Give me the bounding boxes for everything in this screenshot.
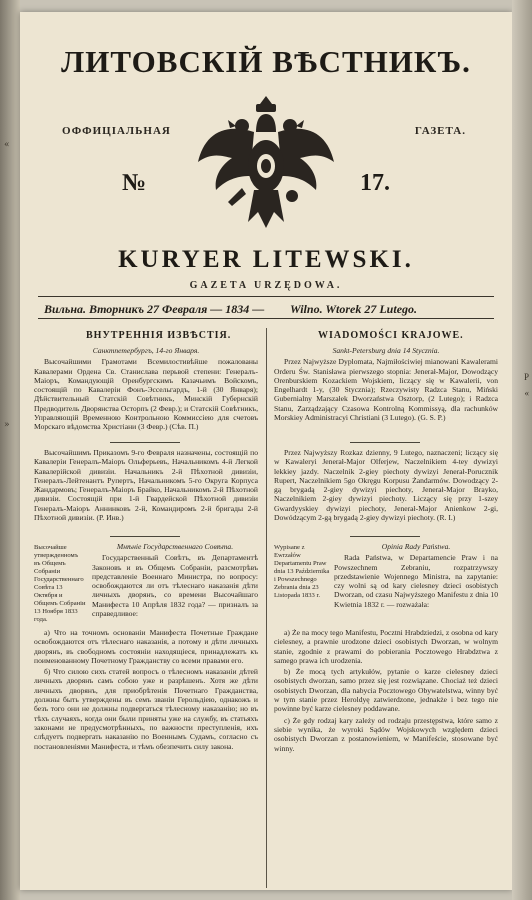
double-headed-eagle-emblem	[192, 92, 340, 234]
right-column-block-3	[334, 542, 498, 611]
left-column-heading: ВНУТРЕННІЯ ИЗВѢСТІЯ.	[86, 330, 232, 341]
top-rule	[38, 296, 494, 297]
gazette-label: ГАЗЕТА.	[414, 125, 466, 137]
left-paragraph: Высочайшими Грамотами Всемилостивѣйше пожалованы Кавалерами Ордена Св. Станислава перьвой степени: Генералъ-Маіоръ, Командующій Оренбургскимъ Казачьимъ Войскомъ, состоящій по Кавалеріи Фонъ-Эссельгардъ, 1-й (30 Января); Дѣйствительный Статскій Совѣтникъ, Минскій Губернскій Предводитель Дворянства Осторпъ (2 Февр.); и Статскій Совѣтникъ, Управляющій Временною Контрольною Коммиссіею для счетовъ Морскаго вѣдомства Христіани (3 Февр.) (Сѣв. П.)	[34, 357, 258, 432]
dateline-rule	[38, 318, 494, 319]
spine-fragment: »	[4, 420, 10, 430]
right-paragraph: c) Że gdy rodzaj kary zależy od rodzaju przestępstwa, które samo z siebie wynika, że wyroki Sądów Wojskowych względem dzieci osobistych Dworzan z postanowieniem, w Manifeście, stosowane być winny.	[274, 715, 498, 753]
right-paragraph: Przez Najwyższe Dyplomata, Najmiłościwiej mianowani Kawalerami Orderu Św. Stanisława pierwszego stopnia: Jenerał-Major, Dowodzący Orenburskiem Kozackiem Wojskiem, liczący się w Kawalerii, von Engelhardt 1-y, (30 Stycznia); Rzeczywisty Radzca Stanu, Miński Gubernialny Marszałek Dworzaństwa Osztorp, (2 Lutego); i Radzca Stanu, Zarządzający Czasowa Kontrolną Kommissyą, dla rachunków Morskiey Administracyi Christiani (3 Lutego). (G. S. P.)	[274, 357, 498, 423]
left-paragraph: а) Что на точномъ основаніи Манифеста Почетные Граждане освобождаются отъ тѣлеснаго наказанія, а потому и дѣти личныхъ дворянъ, въ свободномъ состояніи находящіеся, принадлежатъ къ поименованному Почетному Гражданству со всеми правами его.	[34, 628, 258, 665]
left-column-block-4	[34, 628, 258, 753]
spine-fragment: «	[4, 140, 10, 150]
book-spine	[0, 0, 20, 900]
masthead-russian: ЛИТОВСКІЙ ВѢСТНИКЪ.	[61, 44, 471, 79]
left-column-block-2	[34, 448, 258, 524]
left-margin-note: Высочайше утвержденномъ въ Общемъ Собраніи Государственнаго Совѣта 13 Октября и Общемъ Собраніи 13 Ноября 1833 года.	[34, 544, 86, 623]
section-separator	[110, 442, 180, 443]
right-column-block-2	[274, 448, 498, 524]
section-separator	[110, 536, 180, 537]
edge-fragment: P	[523, 372, 529, 382]
left-subheading: Мнѣніе Государственнаго Совѣта.	[116, 542, 234, 551]
dateline-polish: Wilno. Wtorek 27 Lutego.	[290, 302, 418, 316]
dateline-russian: Вильна. Вторникъ 27 Февраля — 1834 —	[44, 302, 265, 316]
right-paragraph: a) Że na mocy tego Manifestu, Pocztni Hrabdziedzi, z osobna od kary cielesney, a prawnie urodzone dzieci osobistych Dworzan, w wolnym stanie, zgodnie z prawami do pobierania Pocztowego Hrabdztwa z samego prawa ich urodzenia.	[274, 628, 498, 665]
right-paragraph: b) Że mocą tych artykułów, pytanie o karze cielesney dzieci osobistych dworzan, samo przez się jest rozwiązane. Chociaż też dzieci osobistych Dworzan, dla nabycia Pocztowego Obywatelstwa, winny być w tym stanie przez Heroldyę zatwierdzone, jednakże i bez tego nie powinne być karze cielesney poddawane.	[274, 667, 498, 714]
right-paragraph: Przez Najwyższy Rozkaz dzienny, 9 Lutego, naznaczeni; liczący się w Kawaleryi Jenerał-Major Olferjew, Naczelnikiem 4-tey dywizyi lekkiey jazdy. Naczelnik 2-giey piechoty dywizyi Jenerał-Porucznik Rupert, Naczelnikiem 5go Okręgu Korpusu Żandarmów. Dowodzący 2-gą brygadą 2-giey dywizyi piechoty, Jenerał-Major Brayko, Naczelnikiem 2-giey dywizyi piechoty. Liczący się przy 1-szey Gwardyyskiey dywizyi piechoty, Jenerał-Major Anienkow 2-gi, Dowódzącym 2-gą brygadą 2-giey dywizyi piechoty. (R. I.)	[274, 448, 498, 523]
issue-number: 17.	[360, 170, 390, 196]
right-margin-note: Wypisane z Ewrzałów Departamentu Praw dnia 13 Października i Powszechnego Zebrania dnia 23 Listopada 1833 r.	[274, 544, 330, 599]
right-dateline: Sankt-Petersburg dnia 14 Stycznia.	[332, 346, 440, 355]
right-subheading: Opinia Rady Państwa.	[381, 542, 451, 551]
left-column-block-1	[34, 346, 258, 434]
masthead-polish: KURYER LITEWSKI.	[118, 246, 414, 273]
edge-fragment: «	[524, 388, 529, 398]
right-paragraph: Rada Państwa, w Departamencie Praw i na Powszechnem Zebraniu, rozpatrzywszy przedstawienie Wojennego Ministra, na zapytanie: czy wolni są od kary cielesney dzieci osobistych Dworzan, od czasu Najwyższego Manifestu z dnia 10 Kwietnia 1832 r. — rozważała:	[334, 553, 498, 609]
issue-number-label: №	[122, 170, 147, 196]
right-column-heading: WIADOMOŚCI KRAJOWE.	[318, 330, 464, 341]
subtitle-polish: GAZETA URZĘDOWA.	[189, 280, 343, 291]
left-paragraph: Государственный Совѣтъ, въ Департаментѣ Законовъ и въ Общемъ Собраніи, разсмотрѣвъ представленіе Военнаго Министра, по вопросу: освобождаются ли отъ тѣлеснаго наказанія дѣти личныхъ дворянъ, со времени Высочайшаго Манифеста 10 Апрѣля 1832 года? — призналъ за справедливое:	[92, 553, 258, 619]
right-column-block-4	[274, 628, 498, 755]
column-divider	[266, 328, 267, 888]
section-separator	[350, 442, 420, 443]
left-paragraph: Высочайшимъ Приказомъ 9-го Февраля назначены, состоящій по Кавалеріи Генералъ-Маіоръ Ольферьевъ, Начальникомъ 4-й Легкой Кавалерійской дивизіи. Начальникъ 2-й Пѣхотной дивизіи, Генералъ-Лейтенантъ Рупертъ, Начальникомъ 5-го Округа Корпуса Жандармовъ; Генералъ-Маіоръ Брайко, Начальникомъ 2-й Пѣхотной дивизіи. Состоящій при 1-й Гвардейской Пѣхотной дивизіи Генералъ-Маіоръ Аннинковъ 2-й, Командиромъ 2-й бригады 2-й Пѣхотной дивизіи. (Р. Инв.)	[34, 448, 258, 523]
section-separator	[350, 536, 420, 537]
page-edge	[512, 0, 532, 900]
left-paragraph: б) Что силою сихъ статей вопросъ о тѣлесномъ наказаніи дѣтей личныхъ дворянъ самъ собою уже и разрѣшенъ. Хотя же дѣти личныхъ дворянъ, для приобрѣтенія Почетнаго Гражданства, должны быть утверждены въ семъ званіи Герольдіею, однакожъ и безъ того они не должны подвергаться тѣлесному наказанію; но въ тѣхъ случаяхъ, когда они были приняты уже на службу, въ статьяхъ законами не предусмотрѣнныхъ, по важности преступленія, ихъ слѣдуетъ подвергать наказанію по Военнымъ Судамъ, согласно съ постановленіями Манифеста, и тѣмъ обезпечить силу закона.	[34, 667, 258, 751]
left-dateline: Санктпетербургъ, 14-го Января.	[92, 346, 200, 355]
official-label: ОФФИЦІАЛЬНАЯ	[62, 125, 171, 137]
left-column-block-3	[92, 542, 258, 620]
right-column-block-1	[274, 346, 498, 424]
newspaper-page	[20, 12, 512, 890]
